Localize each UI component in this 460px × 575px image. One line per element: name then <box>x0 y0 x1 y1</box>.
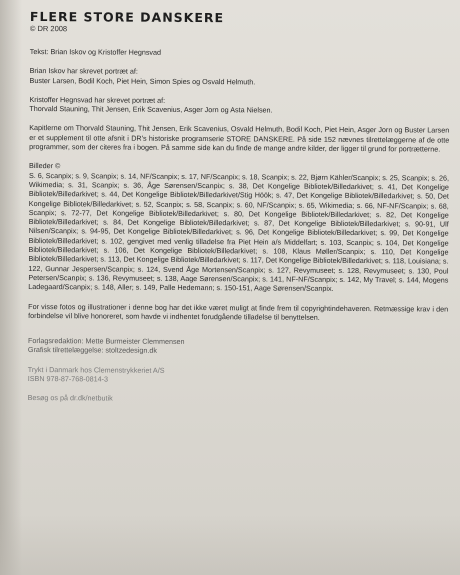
iskov-intro: Brian Iskov har skrevet portræt af: <box>29 66 138 76</box>
hegnsvad-names: Thorvald Stauning, Thit Jensen, Erik Scavenius, Asger Jorn og Asta Nielsen. <box>29 104 273 115</box>
chapters-note: Kapitlerne om Thorvald Stauning, Thit Jensen, Erik Scavenius, Osvald Helmuth, Bodil Koch, Piet Hein, Asger Jorn og Buster Larsen er et supplement til otte afsnit i DR's historiske programserie STORE DANSKERE. På side 152 nævnes tilrettelæggerne af de otte programmer, som der citeres fra i bogen. På samme side kan du finde de mange andre kilder, der ligger til grund for portrætterne. <box>29 123 450 154</box>
colophon <box>28 10 450 405</box>
printer-credit: Trykt i Danmark hos Clemenstrykkeriet A/S <box>27 364 165 375</box>
text-credit: Tekst: Brian Iskov og Kristoffer Hegnsvad <box>29 46 162 57</box>
book-title: FLERE STORE DANSKERE <box>29 9 225 26</box>
editorial-credit: Forlagsredaktion: Mette Burmeister Clemmensen <box>27 336 185 347</box>
copyright-line: © DR 2008 <box>29 23 68 34</box>
page-bottom-shade <box>0 515 460 575</box>
images-heading: Billeder © <box>29 161 61 171</box>
isbn: ISBN 978-87-768-0814-3 <box>27 374 109 384</box>
design-credit: Grafisk tilrettelæggelse: stoltzedesign.dk <box>27 345 157 356</box>
rights-note: For visse fotos og illustrationer i denne bog har det ikke været muligt at finde frem til copyrightindehaveren. Retmæssige krav i den forbindelse vil blive honoreret, som havde vi indhentet forudgående tilladelse til benyttelsen. <box>28 301 449 322</box>
webshop-link: Besøg os på dr.dk/netbutik <box>27 393 113 403</box>
image-credits: S. 6, Scanpix; s. 9, Scanpix; s. 14, NF/Scanpix; s. 17, NF/Scanpix; s. 18, Scanpix; s. 22, Bjørn Kähler/Scanpix; s. 25, Scanpix; s. 26, Wikimedia; s. 31, Scanpix; s. 36, Åge Sørensen/Scanpix; s. 38, Det Kongelige Bibliotek/Billedarkivet; s. 41, Det Kongelige Bibliotek/Billedarkivet; s. 44, Det Kongelige Bibliotek/Billedarkivet/Stig Höök; s. 47, Det Kongelige Bibliotek/Billedarkivet; s. 50, Det Kongelige Bibliotek/Billedarkivet; s. 52, Scanpix; s. 58, Scanpix; s. 60, NF/Scanpix; s. 65, Wikimedia; s. 66, NF-NF/Scanpix; s. 68, Scanpix; s. 72-77, Det Kongelige Bibliotek/Billedarkivet; s. 80, Det Kongelige Bibliotek/Billedarkivet; s. 82, Det Kongelige Bibliotek/Billedarkivet; s. 84, Det Kongelige Bibliotek/Billedarkivet; s. 87, Det Kongelige Bibliotek/Billedarkivet; s. 90-91, Ulf Nilsen/Scanpix; s. 94-95, Det Kongelige Bibliotek/Billedarkivet; s. 96, Det Kongelige Bibliotek/Billedarkivet; s. 99, Det Kongelige Bibliotek/Billedarkivet; s. 102, gengivet med venlig tilladelse fra Piet Hein a/s Middelfart; s. 103, Scanpix; s. 104, Det Kongelige Bibliotek/Billedarkivet; s. 106, Det Kongelige Bibliotek/Billedarkivet; s. 108, Klaus Møller/Scanpix; s. 110, Det Kongelige Bibliotek/Billedarkivet; s. 113, Det Kongelige Bibliotek/Billedarkivet; s. 117, Det Kongelige Bibliotek/Billedarkivet; s. 118, Louisiana; s. 122, Gunnar Jespersen/Scanpix; s. 124, Svend Åge Mortensen/Scanpix; s. 127, Revymuseet; s. 128, Revymuseet; s. 130, Poul Petersen/Scanpix; s. 136, Revymuseet; s. 138, Aage Sørensen/Scanpix; s. 141, NF-NF/Scanpix; s. 142, My Travel; s. 144, Mogens Ladegaard/Scanpix; s. 148, Aller; s. 149, Palle Hedemann; s. 150-151, Aage Sørensen/Scanpix. <box>28 170 450 294</box>
hegnsvad-intro: Kristoffer Hegnsvad har skrevet portræt af: <box>29 94 166 105</box>
page-fold-shadow <box>0 0 22 575</box>
iskov-names: Buster Larsen, Bodil Koch, Piet Hein, Simon Spies og Osvald Helmuth. <box>29 75 256 86</box>
